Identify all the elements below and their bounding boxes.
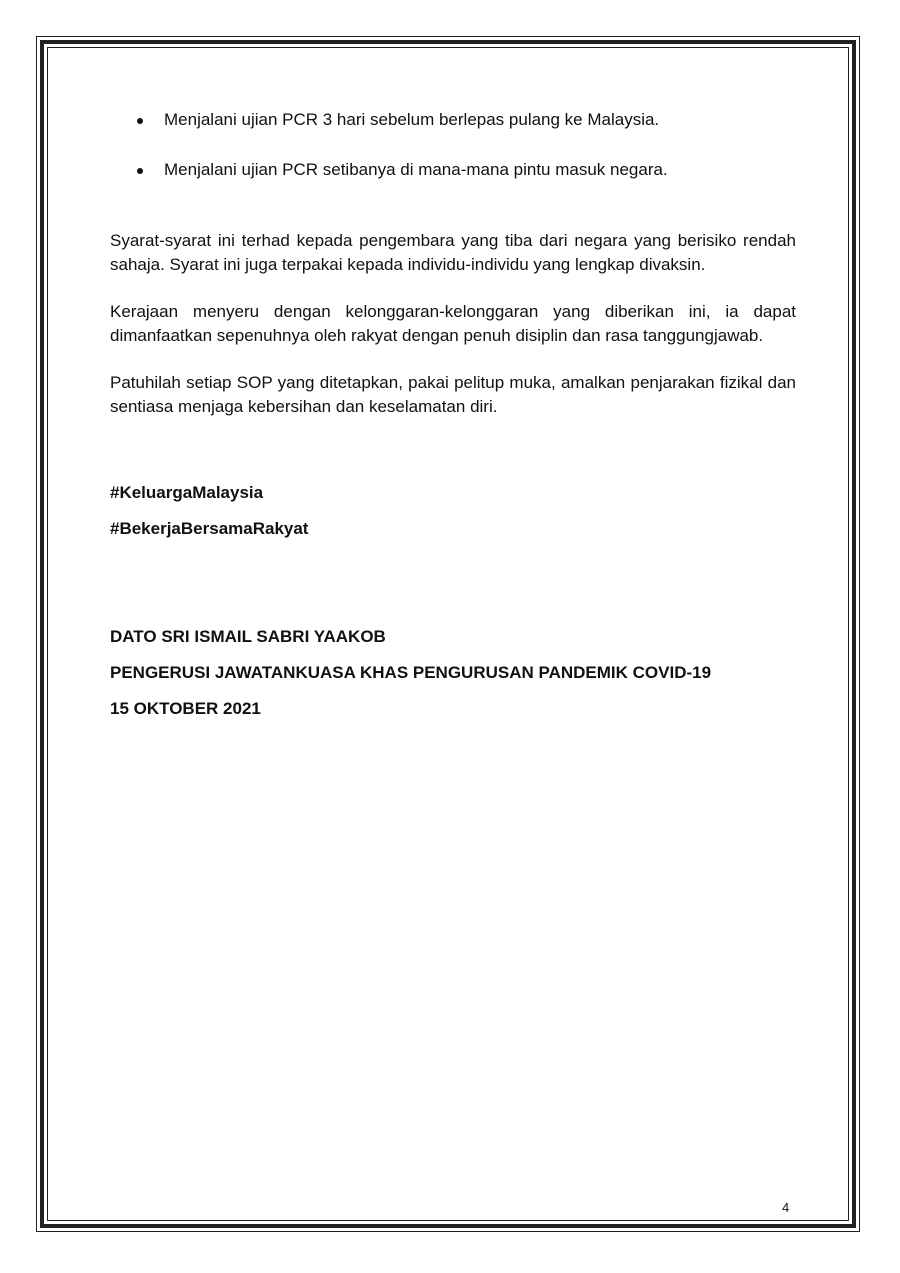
page-number: 4 bbox=[782, 1200, 790, 1215]
signature-block bbox=[110, 625, 796, 721]
bullet-dot-icon bbox=[137, 168, 143, 174]
signature-date: 15 OKTOBER 2021 bbox=[110, 699, 261, 718]
paragraph-conditions: Syarat-syarat ini terhad kepada pengembara yang tiba dari negara yang berisiko rendah sahaja. Syarat ini juga terpakai kepada individu-individu yang lengkap divaksin. bbox=[110, 231, 796, 274]
bullet-item bbox=[110, 108, 796, 132]
bullet-text: Menjalani ujian PCR 3 hari sebelum berlepas pulang ke Malaysia. bbox=[164, 110, 660, 129]
hashtag-keluarga-malaysia: #KeluargaMalaysia bbox=[110, 483, 264, 502]
hashtag-bekerja-bersama-rakyat: #BekerjaBersamaRakyat bbox=[110, 519, 309, 538]
signatory-title: PENGERUSI JAWATANKUASA KHAS PENGURUSAN PANDEMIK COVID-19 bbox=[110, 663, 712, 682]
bullet-item bbox=[110, 158, 796, 182]
bullet-dot-icon bbox=[137, 118, 143, 124]
paragraph-government-call: Kerajaan menyeru dengan kelonggaran-kelonggaran yang diberikan ini, ia dapat dimanfaatkan sepenuhnya oleh rakyat dengan penuh disiplin dan rasa tanggungjawab. bbox=[110, 302, 796, 345]
hashtag-block bbox=[110, 481, 796, 541]
signatory-name: DATO SRI ISMAIL SABRI YAAKOB bbox=[110, 627, 386, 646]
bullet-list bbox=[110, 108, 796, 182]
document-body bbox=[110, 108, 796, 733]
bullet-text: Menjalani ujian PCR setibanya di mana-mana pintu masuk negara. bbox=[164, 160, 668, 179]
paragraph-sop-reminder: Patuhilah setiap SOP yang ditetapkan, pakai pelitup muka, amalkan penjarakan fizikal dan sentiasa menjaga kebersihan dan keselamatan diri. bbox=[110, 373, 796, 416]
